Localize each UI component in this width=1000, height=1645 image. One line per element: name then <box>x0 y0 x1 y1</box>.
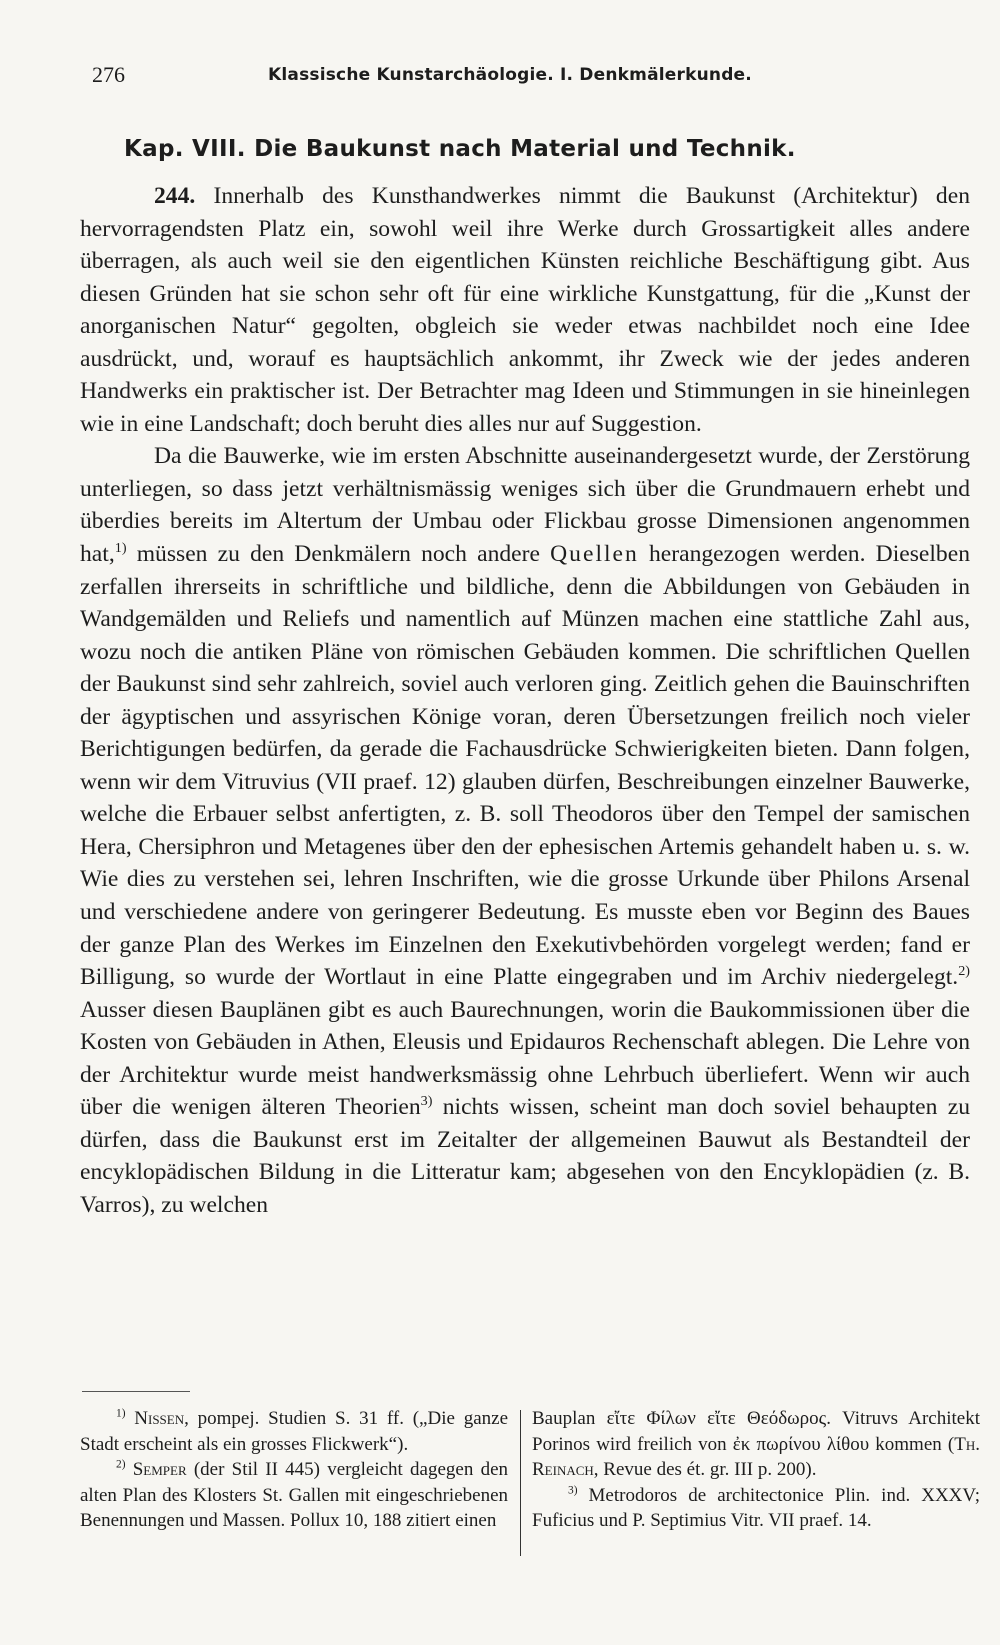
page-number: 276 <box>92 62 125 87</box>
footnote-2-author: Semper <box>132 1459 187 1480</box>
footnote-2-cont-author: Th. Reinach, <box>532 1433 980 1480</box>
footnote-ref-2[interactable]: 2) <box>958 963 970 980</box>
footnote-2-marker: 2) <box>116 1458 126 1471</box>
footnote-2-continued <box>532 1406 980 1483</box>
main-text <box>80 180 970 1222</box>
paragraph-2-text-e: nichts wissen, scheint man doch soviel behaupten zu dürfen, dass die Baukunst erst im Zeitalter der allgemeinen Bauwut als Bestandteil der encyklopädischen Bildung in die Litteratur kam; abgesehen von den Encyklopädien (z. B. Varros), zu welchen <box>80 1094 970 1218</box>
footnote-2-cont-a: Bauplan εἴτε Φίλων εἴτε Θεόδωρος. Vitruvs Architekt Porinos wird freilich von ἐκ πωρίνου λίθου kommen ( <box>532 1408 980 1455</box>
paragraph-2-text-c: herangezogen werden. Dieselben zerfallen ihrerseits in schriftliche und bildliche, denn die Abbildungen von Gebäuden in Wandgemälden und Reliefs und namentlich auf Münzen machen eine stattliche Zahl aus, wozu noch die antiken Pläne von römischen Gebäuden kommen. Die schriftlichen Quellen der Baukunst sind sehr zahlreich, soviel auch verloren ging. Zeitlich gehen die Bauinschriften der ägyptischen und assyrischen Könige voran, deren Übersetzungen freilich noch vieler Berichtigungen bedürfen, da gerade die Fachausdrücke Schwierigkeiten bieten. Dann folgen, wenn wir dem Vitruvius (VII praef. 12) glauben dürfen, Beschreibungen einzelner Bauwerke, welche die Erbauer selbst anfertigten, z. B. soll Theodoros über den Tempel der samischen Hera, Chersiphron und Metagenes über den der ephesischen Artemis gehandelt haben u. s. w. Wie dies zu verstehen sei, lehren Inschriften, wie die grosse Urkunde über Philons Arsenal und verschiedene andere von geringerer Bedeutung. Es musste eben vor Beginn des Baues der ganze Plan des Werkes im Einzelnen den Exekutivbehörden vorgelegt werden; fand er Billigung, so wurde der Wortlaut in eine Platte eingegraben und im Archiv niedergelegt. <box>80 541 970 991</box>
paragraph-2 <box>80 440 970 1221</box>
footnote-column-left <box>80 1406 508 1534</box>
footnote-2-cont-b: Revue des ét. gr. III p. 200). <box>598 1459 817 1480</box>
emphasis-quellen: Quellen <box>550 541 639 568</box>
footnote-1-text: pompej. Studien S. 31 ff. („Die ganze Stadt erscheint als ein grosses Flickwerk“). <box>80 1408 508 1455</box>
footnote-column-right <box>532 1406 980 1534</box>
footnote-1 <box>80 1406 508 1457</box>
paragraph-2-text-a: Da die Bauwerke, wie im ersten Abschnitte auseinandergesetzt wurde, der Zerstörung unterliegen, so dass jetzt verhältnismässig weniges sich über die Grundmauern erhebt und überdies bereits im Altertum der Umbau oder Flickbau grosse Dimensionen angenommen hat, <box>80 443 970 568</box>
paragraph-1-text: Innerhalb des Kunsthandwerkes nimmt die Baukunst (Architektur) den hervorragendsten Platz ein, sowohl weil ihre Werke durch Grossartigkeit alles andere überragen, als auch weil sie den eigentlichen Künsten reichliche Beschäftigung gibt. Aus diesen Gründen hat sie schon sehr oft für eine wirkliche Kunstgattung, für die „Kunst der anorganischen Natur“ gegolten, obgleich sie weder etwas nachbildet noch eine Idee ausdrückt, und, worauf es hauptsächlich ankommt, ihr Zweck wie der jedes anderen Handwerks ein praktischer ist. Der Betrachter mag Ideen und Stimmungen in sie hineinlegen wie in eine Landschaft; doch beruht dies alles nur auf Suggestion. <box>80 183 970 437</box>
footnote-ref-1[interactable]: 1) <box>114 540 127 557</box>
footnote-1-author: Nissen, <box>134 1408 189 1429</box>
running-head <box>92 62 892 96</box>
paragraph-2-text-d: Ausser diesen Bauplänen gibt es auch Baurechnungen, worin die Baukommissionen über die Kosten von Gebäuden in Athen, Eleusis und Epidauros Rechenschaft ablegen. Die Lehre von der Architektur wurde meist handwerksmässig ohne Lehrbuch überliefert. Wenn wir auch über die wenigen älteren Theorien <box>80 996 970 1121</box>
footnote-3 <box>532 1483 980 1534</box>
footnote-3-marker: 3) <box>568 1484 578 1497</box>
footnote-1-marker: 1) <box>116 1407 126 1420</box>
paragraph-1 <box>80 180 970 440</box>
running-title: Klassische Kunstarchäologie. I. Denkmälerkunde. <box>268 65 752 85</box>
paragraph-2-text-b: müssen zu den Denkmälern noch andere <box>126 541 551 568</box>
footnote-3-text: Metrodoros de architectonice Plin. ind. XXXV; Fuficius und P. Septimius Vitr. VII praef. 14. <box>532 1484 980 1531</box>
footnote-ref-3[interactable]: 3) <box>420 1093 433 1110</box>
footnote-2-text: (der Stil II 445) vergleicht dagegen den alten Plan des Klosters St. Gallen mit eingeschriebenen Benennungen und Massen. Pollux 10, 188 zitiert einen <box>80 1459 508 1531</box>
footnote-column-divider <box>520 1410 521 1556</box>
footnote-rule <box>82 1391 190 1392</box>
section-number: 244. <box>154 183 196 209</box>
footnote-2 <box>80 1457 508 1534</box>
chapter-title: Kap. VIII. Die Baukunst nach Material und Technik. <box>124 136 796 162</box>
